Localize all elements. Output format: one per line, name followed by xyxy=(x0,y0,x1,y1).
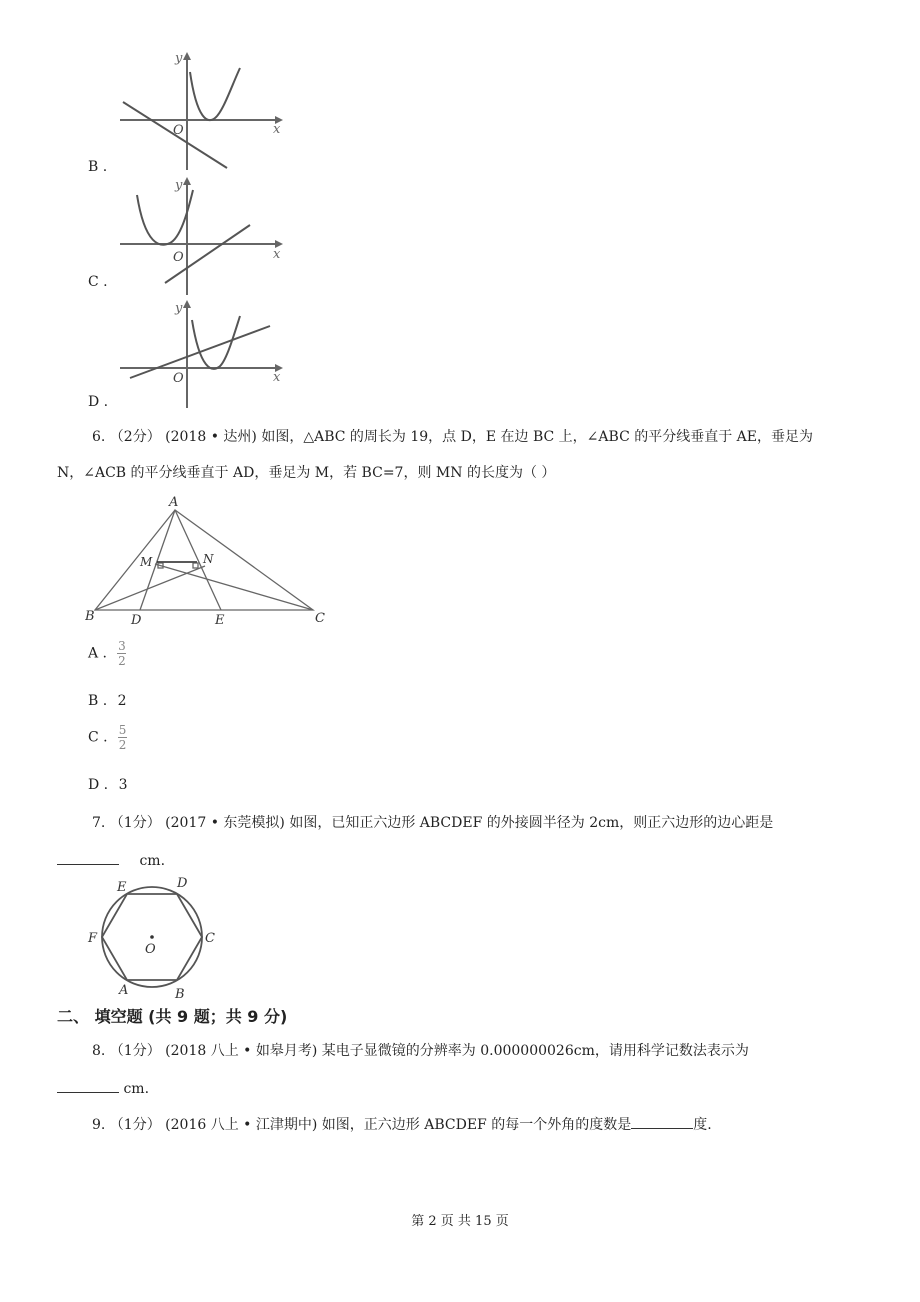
origin-label: O xyxy=(173,123,184,138)
y-axis-arrow xyxy=(183,177,191,185)
q6-option-c[interactable] xyxy=(88,724,127,751)
section-2-title: 二、 填空题 (共 9 题；共 9 分) xyxy=(57,1007,288,1026)
q6-option-b-value: 2 xyxy=(117,693,127,709)
q9-line xyxy=(92,1114,712,1134)
segment-ae xyxy=(175,510,221,610)
q8-line1: 8. （1分） (2018 八上 • 如皋月考) 某电子显微镜的分辨率为 0.000000026cm，请用科学记数法表示为 xyxy=(92,1043,749,1059)
q6-option-a[interactable] xyxy=(88,640,126,667)
graph-b-figure xyxy=(115,50,285,175)
q9-prefix: 9. （1分） (2016 八上 • 江津期中) 如图，正六边形 ABCDEF 的每一个外角的度数是 xyxy=(92,1117,632,1133)
q9-answer-blank[interactable] xyxy=(631,1114,693,1129)
fraction-denominator: 2 xyxy=(118,654,126,668)
parabola xyxy=(190,68,240,120)
q6-option-a-label: A . xyxy=(88,645,108,662)
q6-triangle-figure xyxy=(85,490,335,630)
q6-option-c-fraction xyxy=(118,724,127,751)
graph-c-figure xyxy=(115,175,285,300)
fraction-numerator: 5 xyxy=(118,723,127,737)
bisector-b xyxy=(95,566,205,610)
option-d-label: D . xyxy=(88,394,109,410)
page-footer: 第 2 页 共 15 页 xyxy=(411,1214,509,1229)
q6-option-a-fraction xyxy=(117,640,126,667)
x-label: x xyxy=(273,370,281,385)
q6-option-d-value: 3 xyxy=(118,777,128,793)
label-a: A xyxy=(169,495,179,510)
line xyxy=(130,326,270,378)
q9-suffix: 度. xyxy=(693,1117,712,1133)
origin-label: O xyxy=(173,250,184,265)
y-axis-arrow xyxy=(183,300,191,308)
q7-hexagon-figure xyxy=(85,870,225,1000)
label-a: A xyxy=(119,983,129,998)
q7-line1: 7. （1分） (2017 • 东莞模拟) 如图，已知正六边形 ABCDEF 的外接圆半径为 2cm，则正六边形的边心距是 xyxy=(92,815,774,831)
x-label: x xyxy=(273,247,281,262)
fraction-numerator: 3 xyxy=(118,639,126,653)
option-c-label: C . xyxy=(88,274,108,290)
y-label: y xyxy=(175,178,183,193)
q7-unit: cm. xyxy=(139,853,166,869)
y-label: y xyxy=(175,51,183,66)
label-f: F xyxy=(88,931,98,946)
right-angle-n xyxy=(193,563,198,568)
label-d: D xyxy=(177,876,188,891)
origin-label: O xyxy=(173,371,184,386)
y-axis-arrow xyxy=(183,52,191,60)
center-point xyxy=(150,935,154,939)
label-c: C xyxy=(315,611,325,626)
fraction-denominator: 2 xyxy=(118,738,127,752)
q8-answer-blank[interactable] xyxy=(57,1078,119,1093)
q6-option-d-label: D . xyxy=(88,777,109,793)
q7-line2 xyxy=(57,850,165,870)
q8-line2 xyxy=(57,1078,149,1098)
q7-answer-blank[interactable] xyxy=(57,850,119,865)
q6-option-d[interactable] xyxy=(88,777,128,793)
x-label: x xyxy=(273,122,281,137)
label-o: O xyxy=(145,942,156,957)
label-m: M xyxy=(140,555,153,569)
q6-line1: 6. （2分） (2018 • 达州) 如图，△ABC 的周长为 19，点 D，E 在边 BC 上，∠ABC 的平分线垂直于 AE，垂足为 xyxy=(92,429,814,445)
label-b: B xyxy=(175,987,185,1000)
q8-unit: cm. xyxy=(123,1081,150,1097)
q6-option-b-label: B . xyxy=(88,693,108,709)
label-d: D xyxy=(131,613,142,628)
y-label: y xyxy=(175,301,183,316)
label-c: C xyxy=(205,931,215,946)
q6-line2: N，∠ACB 的平分线垂直于 AD，垂足为 M，若 BC=7，则 MN 的长度为（ ） xyxy=(57,465,556,481)
bisector-c xyxy=(155,564,313,610)
parabola xyxy=(137,190,193,245)
label-n: N xyxy=(203,552,214,566)
label-e: E xyxy=(117,880,127,895)
label-e: E xyxy=(215,613,225,628)
q6-option-c-label: C . xyxy=(88,729,108,746)
option-b-label: B . xyxy=(88,159,108,175)
label-b: B xyxy=(85,609,95,624)
q6-option-b[interactable] xyxy=(88,693,127,709)
graph-d-figure xyxy=(115,298,285,413)
parabola xyxy=(192,316,240,369)
